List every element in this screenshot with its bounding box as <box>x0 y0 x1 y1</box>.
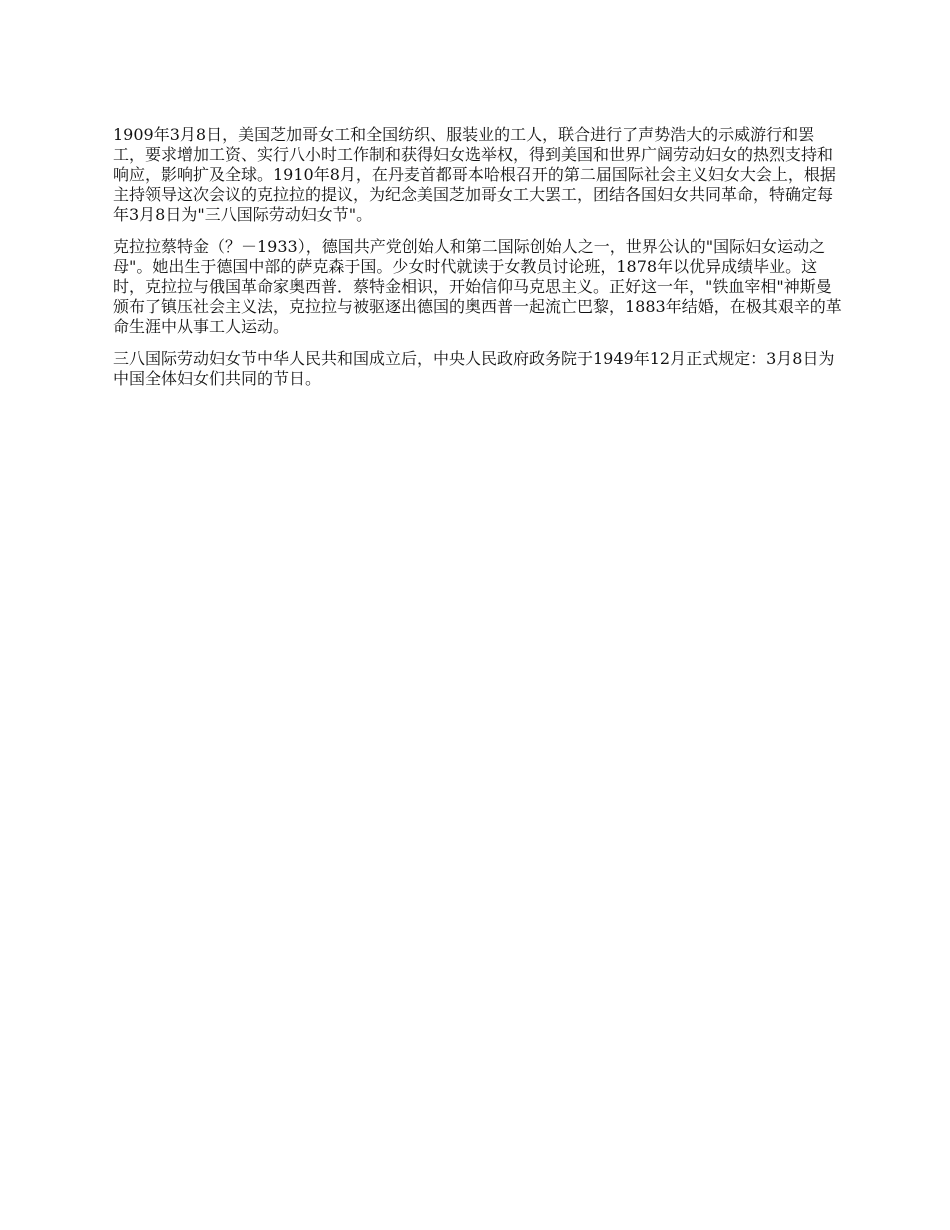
paragraph-china-holiday: 三八国际劳动妇女节中华人民共和国成立后，中央人民政府政务院于1949年12月正式规定：3月8日为中国全体妇女们共同的节日。 <box>113 349 835 388</box>
document-page <box>113 125 843 401</box>
paragraph-clara-zetkin: 克拉拉蔡特金（？－1933），德国共产党创始人和第二国际创始人之一，世界公认的"国际妇女运动之母"。她出生于德国中部的萨克森于国。少女时代就读于女教员讨论班，1878年以优异成绩毕业。这时，克拉拉与俄国革命家奥西普．蔡特金相识，开始信仰马克思主义。正好这一年，"铁血宰相"神斯曼颁布了镇压社会主义法，克拉拉与被驱逐出德国的奥西普一起流亡巴黎，1883年结婚，在极其艰辛的革命生涯中从事工人运动。 <box>113 237 842 336</box>
paragraph-womens-day-origin: 1909年3月8日，美国芝加哥女工和全国纺织、服装业的工人，联合进行了声势浩大的示威游行和罢工，要求增加工资、实行八小时工作制和获得妇女选举权，得到美国和世界广阔劳动妇女的热烈支持和响应，影响扩及全球。1910年8月，在丹麦首都哥本哈根召开的第二届国际社会主义妇女大会上，根据主持领导这次会议的克拉拉的提议，为纪念美国芝加哥女工大罢工，团结各国妇女共同革命，特确定每年3月8日为"三八国际劳动妇女节"。 <box>113 125 836 224</box>
